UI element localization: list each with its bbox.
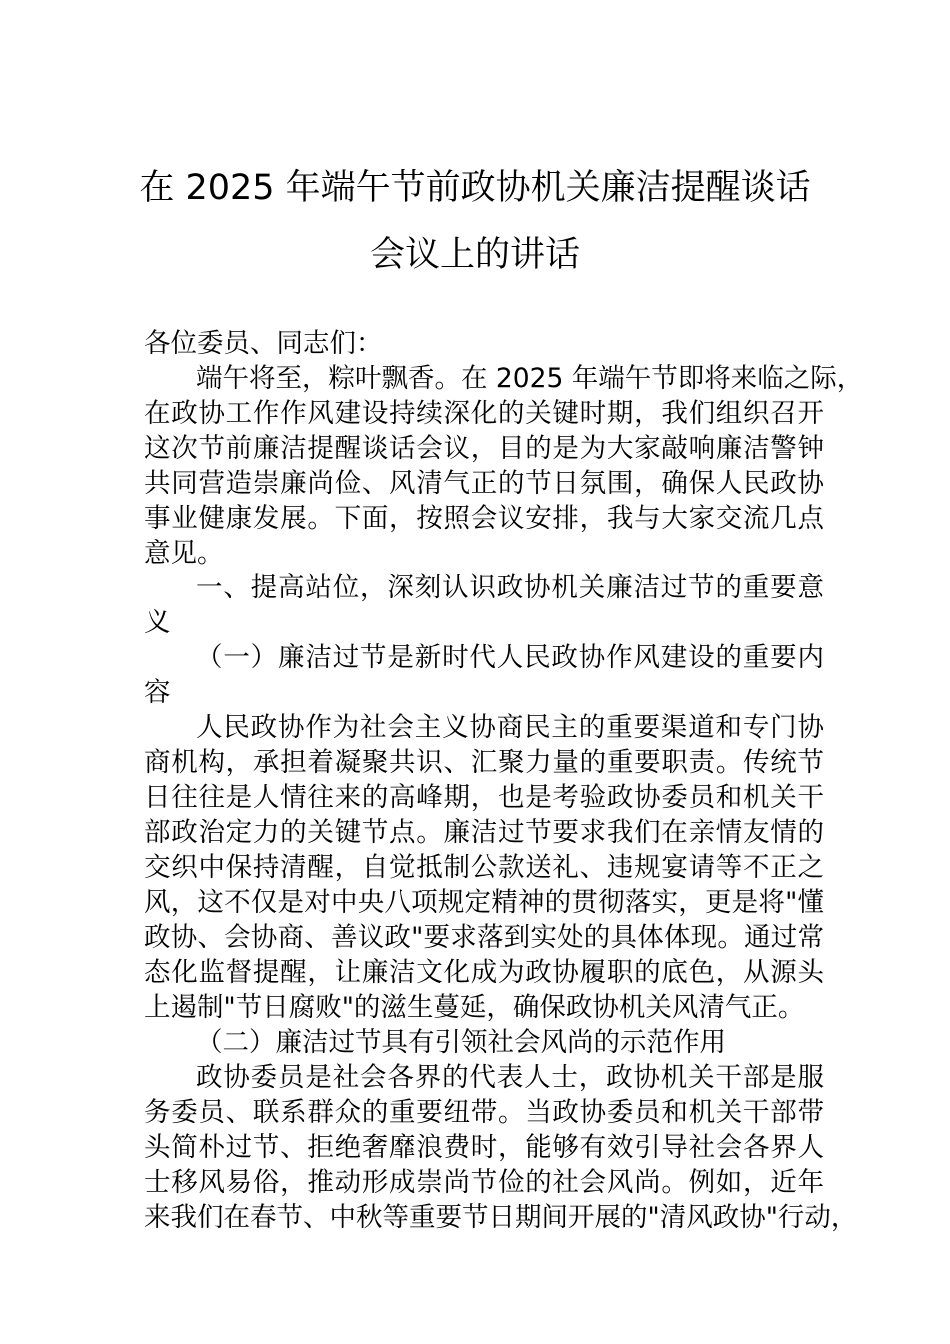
paragraph-line: 在政协工作作风建设持续深化的关键时期，我们组织召开 — [144, 398, 824, 429]
paragraph-line: 人民政协作为社会主义协商民主的重要渠道和专门协 — [196, 712, 824, 743]
subsection-heading-line: （一）廉洁过节是新时代人民政协作风建设的重要内 — [196, 642, 824, 673]
paragraph-line: 态化监督提醒，让廉洁文化成为政协履职的底色，从源头 — [144, 957, 824, 988]
subsection-heading-line: 容 — [144, 677, 171, 708]
paragraph-line: 意见。 — [144, 538, 224, 569]
paragraph-line: 上遏制"节日腐败"的滋生蔓延，确保政协机关风清气正。 — [144, 992, 805, 1023]
paragraph-line: 这次节前廉洁提醒谈话会议，目的是为大家敲响廉洁警钟 — [144, 433, 824, 464]
salutation: 各位委员、同志们： — [144, 328, 383, 359]
paragraph-line: 商机构，承担着凝聚共识、汇聚力量的重要职责。传统节 — [144, 747, 824, 778]
section-heading-line: 义 — [144, 607, 171, 638]
paragraph-line: 士移风易俗，推动形成崇尚节俭的社会风尚。例如，近年 — [144, 1167, 824, 1198]
paragraph-line: 头简朴过节、拒绝奢靡浪费时，能够有效引导社会各界人 — [144, 1132, 824, 1163]
paragraph-line: 政协、会协商、善议政"要求落到实处的具体体现。通过常 — [144, 922, 824, 953]
paragraph-line: 来我们在春节、中秋等重要节日期间开展的"清风政协"行动， — [144, 1202, 858, 1233]
document-title-line-2: 会议上的讲话 — [369, 235, 580, 275]
document-title-line-1: 在 2025 年端午节前政协机关廉洁提醒谈话 — [139, 168, 811, 208]
paragraph-line: 部政治定力的关键节点。廉洁过节要求我们在亲情友情的 — [144, 817, 824, 848]
paragraph-line: 务委员、联系群众的重要纽带。当政协委员和机关干部带 — [144, 1097, 824, 1128]
paragraph-line: 端午将至，粽叶飘香。在 2025 年端午节即将来临之际， — [196, 363, 864, 394]
paragraph-line: 交织中保持清醒，自觉抵制公款送礼、违规宴请等不正之 — [144, 852, 824, 883]
paragraph-line: 共同营造崇廉尚俭、风清气正的节日氛围，确保人民政协 — [144, 468, 824, 499]
paragraph-line: 日往往是人情往来的高峰期，也是考验政协委员和机关干 — [144, 782, 824, 813]
section-heading-line: 一、提高站位，深刻认识政协机关廉洁过节的重要意 — [196, 572, 824, 603]
paragraph-line: 风，这不仅是对中央八项规定精神的贯彻落实，更是将"懂 — [144, 887, 824, 918]
paragraph-line: 事业健康发展。下面，按照会议安排，我与大家交流几点 — [144, 503, 824, 534]
subsection-heading-line: （二）廉洁过节具有引领社会风尚的示范作用 — [196, 1027, 726, 1058]
paragraph-line: 政协委员是社会各界的代表人士，政协机关干部是服 — [196, 1062, 824, 1093]
